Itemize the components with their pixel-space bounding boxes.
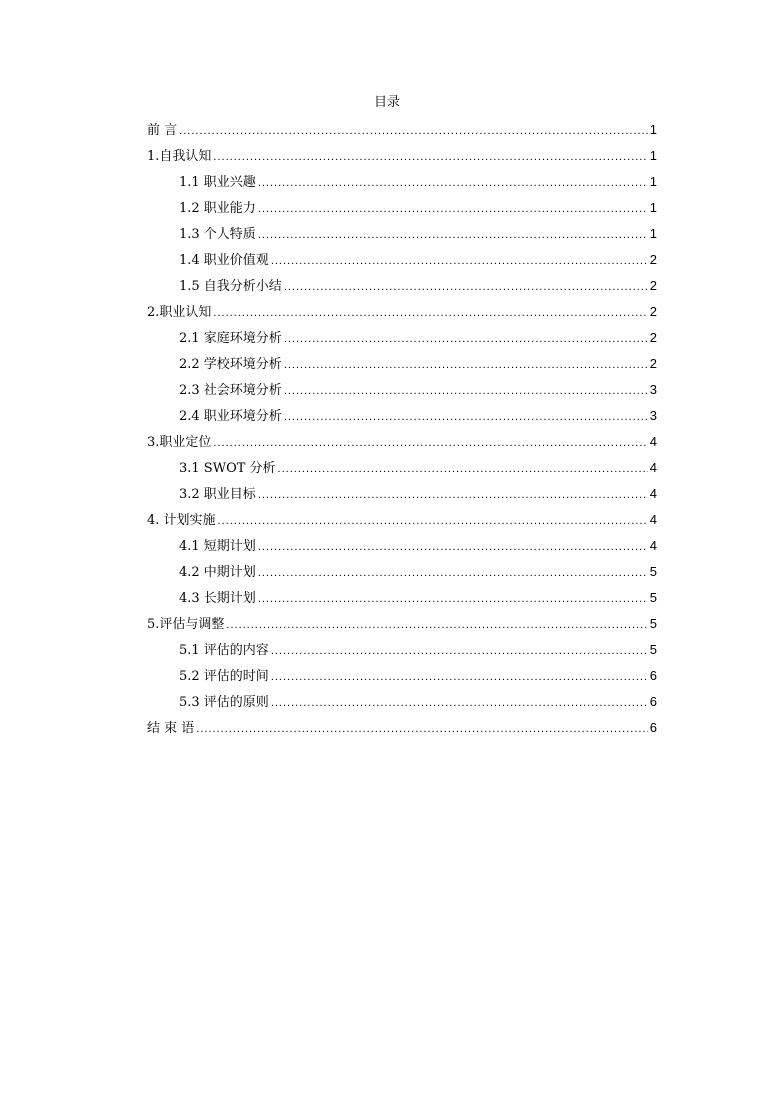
toc-entry-page-number: 4 <box>649 486 657 501</box>
toc-entry-label: 4. 计划实施 <box>147 513 216 528</box>
toc-entry-label: 5.1 评估的内容 <box>179 643 269 658</box>
dot-leader <box>284 404 648 430</box>
toc-entry[interactable] <box>147 481 657 507</box>
dot-leader <box>218 508 648 534</box>
toc-entry-page-number: 5 <box>649 642 657 657</box>
toc-entry-page-number: 5 <box>649 590 657 605</box>
dot-leader <box>271 248 648 274</box>
toc-entry-page-number: 6 <box>649 668 657 683</box>
toc-entry[interactable] <box>147 169 657 195</box>
toc-entry-page-number: 3 <box>649 408 657 423</box>
toc-entry-label: 1.1 职业兴趣 <box>179 175 256 190</box>
toc-entry-page-number: 6 <box>649 694 657 709</box>
dot-leader <box>213 300 647 326</box>
toc-entry-page-number: 4 <box>649 460 657 475</box>
dot-leader <box>196 716 648 742</box>
toc-entry[interactable] <box>147 403 657 429</box>
toc-entry-label: 4.2 中期计划 <box>179 565 256 580</box>
toc-entry-label: 2.1 家庭环境分析 <box>179 331 282 346</box>
toc-entry[interactable] <box>147 611 657 637</box>
dot-leader <box>213 144 647 170</box>
dot-leader <box>284 274 648 300</box>
toc-entry[interactable] <box>147 299 657 325</box>
toc-entry[interactable] <box>147 351 657 377</box>
dot-leader <box>278 456 648 482</box>
dot-leader <box>284 326 648 352</box>
toc-entry[interactable] <box>147 715 657 741</box>
toc-entry[interactable] <box>147 195 657 221</box>
toc-entry[interactable] <box>147 455 657 481</box>
toc-entry[interactable] <box>147 273 657 299</box>
toc-entry-label: 结 束 语 <box>147 721 195 736</box>
toc-entry[interactable] <box>147 117 657 143</box>
toc-entry[interactable] <box>147 533 657 559</box>
toc-entry-label: 3.2 职业目标 <box>179 487 256 502</box>
toc-entry-page-number: 2 <box>649 252 657 267</box>
toc-entry[interactable] <box>147 247 657 273</box>
dot-leader <box>258 222 648 248</box>
toc-entry-label: 5.2 评估的时间 <box>179 669 269 684</box>
toc-entry-page-number: 2 <box>649 278 657 293</box>
toc-entry-label: 5.3 评估的原则 <box>179 695 269 710</box>
toc-title: 目录 <box>373 95 400 110</box>
toc-entry-page-number: 1 <box>649 226 657 241</box>
dot-leader <box>179 118 648 144</box>
toc-entry-page-number: 2 <box>649 356 657 371</box>
toc-entry-label: 1.3 个人特质 <box>179 227 256 242</box>
dot-leader <box>258 560 648 586</box>
toc-entry-label: 4.3 长期计划 <box>179 591 256 606</box>
dot-leader <box>258 586 648 612</box>
dot-leader <box>284 378 648 404</box>
dot-leader <box>271 638 648 664</box>
toc-entry-page-number: 3 <box>649 382 657 397</box>
toc-entry-page-number: 1 <box>649 148 657 163</box>
dot-leader <box>226 612 647 638</box>
toc-entry[interactable] <box>147 429 657 455</box>
toc-entry-label: 1.自我认知 <box>147 149 212 164</box>
toc-entry-page-number: 1 <box>649 122 657 137</box>
toc-entry-page-number: 1 <box>649 200 657 215</box>
toc-entry-label: 2.4 职业环境分析 <box>179 409 282 424</box>
toc-entry[interactable] <box>147 377 657 403</box>
toc-entry[interactable] <box>147 221 657 247</box>
toc-entry-page-number: 4 <box>649 538 657 553</box>
dot-leader <box>271 664 648 690</box>
dot-leader <box>284 352 648 378</box>
toc-entry[interactable] <box>147 663 657 689</box>
toc-entry[interactable] <box>147 143 657 169</box>
toc-entry[interactable] <box>147 689 657 715</box>
toc-entry[interactable] <box>147 637 657 663</box>
toc-entry-page-number: 4 <box>649 512 657 527</box>
dot-leader <box>213 430 647 456</box>
toc-entry-label: 1.2 职业能力 <box>179 201 256 216</box>
toc-entry[interactable] <box>147 507 657 533</box>
toc-entry-page-number: 5 <box>649 564 657 579</box>
toc-entry-label: 3.职业定位 <box>147 435 212 450</box>
toc-entry-label: 2.3 社会环境分析 <box>179 383 282 398</box>
dot-leader <box>258 482 648 508</box>
table-of-contents <box>147 117 657 741</box>
toc-entry[interactable] <box>147 585 657 611</box>
toc-entry-page-number: 4 <box>649 434 657 449</box>
toc-entry-label: 2.2 学校环境分析 <box>179 357 282 372</box>
toc-entry-page-number: 5 <box>649 616 657 631</box>
toc-entry-label: 3.1 SWOT 分析 <box>179 461 276 476</box>
toc-entry-label: 1.5 自我分析小结 <box>179 279 282 294</box>
dot-leader <box>258 170 648 196</box>
dot-leader <box>258 196 648 222</box>
toc-entry-page-number: 2 <box>649 330 657 345</box>
toc-entry[interactable] <box>147 559 657 585</box>
toc-entry-page-number: 2 <box>649 304 657 319</box>
toc-entry-page-number: 1 <box>649 174 657 189</box>
toc-entry-label: 前 言 <box>147 123 178 138</box>
toc-entry-label: 5.评估与调整 <box>147 617 225 632</box>
toc-entry[interactable] <box>147 325 657 351</box>
dot-leader <box>258 534 648 560</box>
dot-leader <box>271 690 648 716</box>
toc-entry-label: 2.职业认知 <box>147 305 212 320</box>
toc-entry-page-number: 6 <box>649 720 657 735</box>
toc-entry-label: 1.4 职业价值观 <box>179 253 269 268</box>
toc-entry-label: 4.1 短期计划 <box>179 539 256 554</box>
